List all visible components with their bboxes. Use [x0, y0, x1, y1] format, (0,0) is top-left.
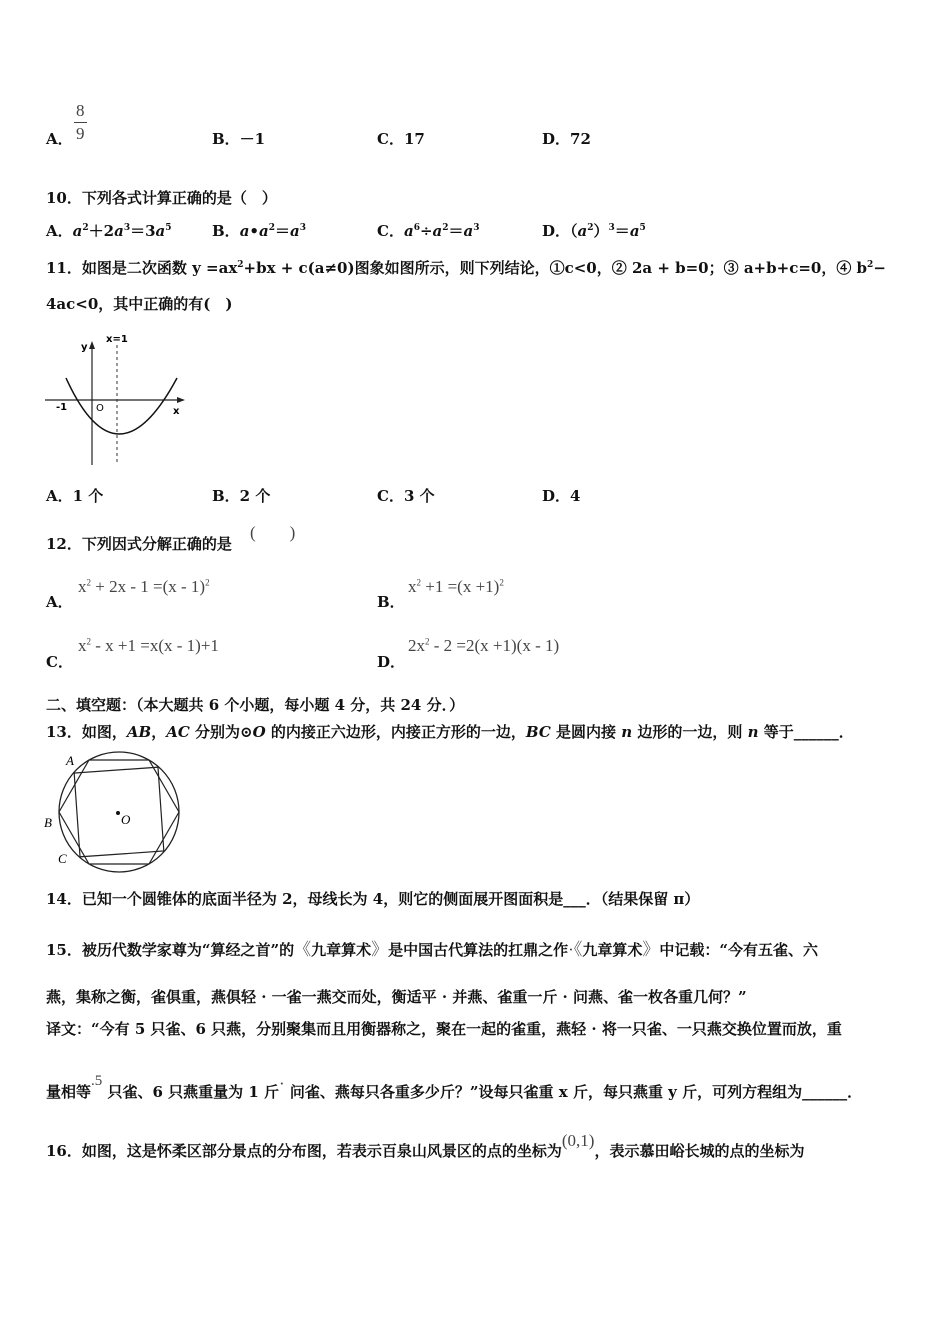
label-x: x	[173, 406, 180, 417]
q11-option-c: C．3 个	[377, 487, 435, 505]
q9-option-b: B．－1	[212, 130, 266, 148]
parabola-curve	[66, 378, 177, 434]
q10-stem: 10．下列各式计算正确的是（ ）	[46, 189, 277, 207]
q12-paren: ( )	[250, 523, 296, 542]
q14-stem: 14．已知一个圆锥体的底面半径为 2，母线长为 4，则它的侧面展开图面积是___．（结果保留 π）	[46, 890, 700, 908]
q9-option-a-letter: A．	[46, 130, 73, 148]
q10-option-b: B．$a•a^2=a^3$	[212, 222, 307, 240]
q11-stem-line1: 11．如图是二次函数 $y =ax^2+bx + c(a\ne 0)$图象如图所示，则下列结论，①c<0，② 2a + b=0；③ a+b+c=0，④ $b^2-$	[46, 259, 886, 277]
q12-option-d-letter: D．	[377, 653, 406, 671]
q11-option-d: D．4	[542, 487, 581, 505]
section-2-heading: 二、填空题：（本大题共 6 个小题，每小题 4 分，共 24 分．）	[46, 696, 465, 714]
label-origin: O	[96, 403, 104, 414]
label-y: y	[81, 342, 88, 353]
y-axis-arrow	[89, 341, 95, 349]
q16-coordinate: (0,1)	[561, 1131, 595, 1150]
label-x-equals-1: x=1	[106, 334, 128, 345]
label-a: A	[66, 753, 74, 768]
q12-option-b-expr: $x^2 +1 =(x +1)^2$	[408, 577, 504, 596]
q15-line1: 15．被历代数学家尊为“算经之首”的《九章算术》是中国古代算法的扛鼎之作·《九章算术》中记载：“今有五雀、六	[46, 940, 818, 959]
q9-option-a-fraction	[74, 100, 87, 145]
q12-option-b-letter: B．	[377, 593, 405, 611]
q12-option-d-expr: $2x^2 - 2 =2(x +1)(x - 1)$	[408, 636, 560, 655]
x-axis-arrow	[177, 397, 185, 403]
q15-line3: 译文：“今有 5 只雀、6 只燕，分别聚集而且用衡器称之，聚在一起的雀重，燕轻 · 将一只雀、一只燕交换位置而放，重	[46, 1020, 842, 1038]
label-o: O	[121, 812, 131, 827]
q10-option-d: D．$(a^2)^3=a^5$	[542, 222, 646, 240]
q10-option-c: C．$a^6\div a^2=a^3$	[377, 222, 480, 240]
q11-stem-line2: 4ac<0，其中正确的有( )	[46, 295, 233, 313]
q11-option-b: B．2 个	[212, 487, 271, 505]
label-b: B	[44, 815, 52, 830]
q9-fraction-numerator: 8	[74, 100, 87, 123]
label-neg1: -1	[56, 402, 68, 413]
q15-line4: 量相等.5 只雀、6 只燕重量为 1 斤· 问雀、燕每只各重多少斤？”设每只雀重 x 斤，每只燕重 y 斤，可列方程组为______．	[46, 1073, 863, 1101]
q11-option-a: A．1 个	[46, 487, 104, 505]
q12-option-c-expr: $x^2 - x +1 =x(x - 1)+1$	[78, 636, 219, 655]
q10-option-a: A．$a^2+2a^3=3a^5$	[46, 222, 172, 240]
q9-fraction-denominator: 9	[76, 124, 85, 143]
q9-option-d: D．72	[542, 130, 591, 148]
q13-stem: 13．如图，AB，AC 分别为⊙O 的内接正六边形，内接正方形的一边，BC 是圆内接 n 边形的一边，则 n 等于______．	[46, 723, 854, 741]
q12-option-a-letter: A．	[46, 593, 73, 611]
q12-option-c-letter: C．	[46, 653, 73, 671]
center-dot	[116, 811, 120, 815]
q15-line2: 燕，集称之衡，雀俱重，燕俱轻 · 一雀一燕交而处，衡适平 · 并燕、雀重一斤 · 问燕、雀一枚各重几何？”	[46, 988, 747, 1006]
q16-stem: 16．如图，这是怀柔区部分景点的分布图，若表示百泉山风景区的点的坐标为(0,1)，表示慕田峪长城的点的坐标为	[46, 1131, 805, 1160]
q13-circle-figure	[40, 748, 185, 876]
q9-option-a	[46, 128, 73, 149]
label-c: C	[58, 851, 67, 866]
q11-parabola-graph	[40, 330, 200, 475]
q12-stem: 12．下列因式分解正确的是	[46, 535, 232, 553]
q12-option-a-expr: $x^2 + 2x - 1 =(x - 1)^2$	[78, 577, 210, 596]
q9-option-c: C．17	[377, 130, 425, 148]
